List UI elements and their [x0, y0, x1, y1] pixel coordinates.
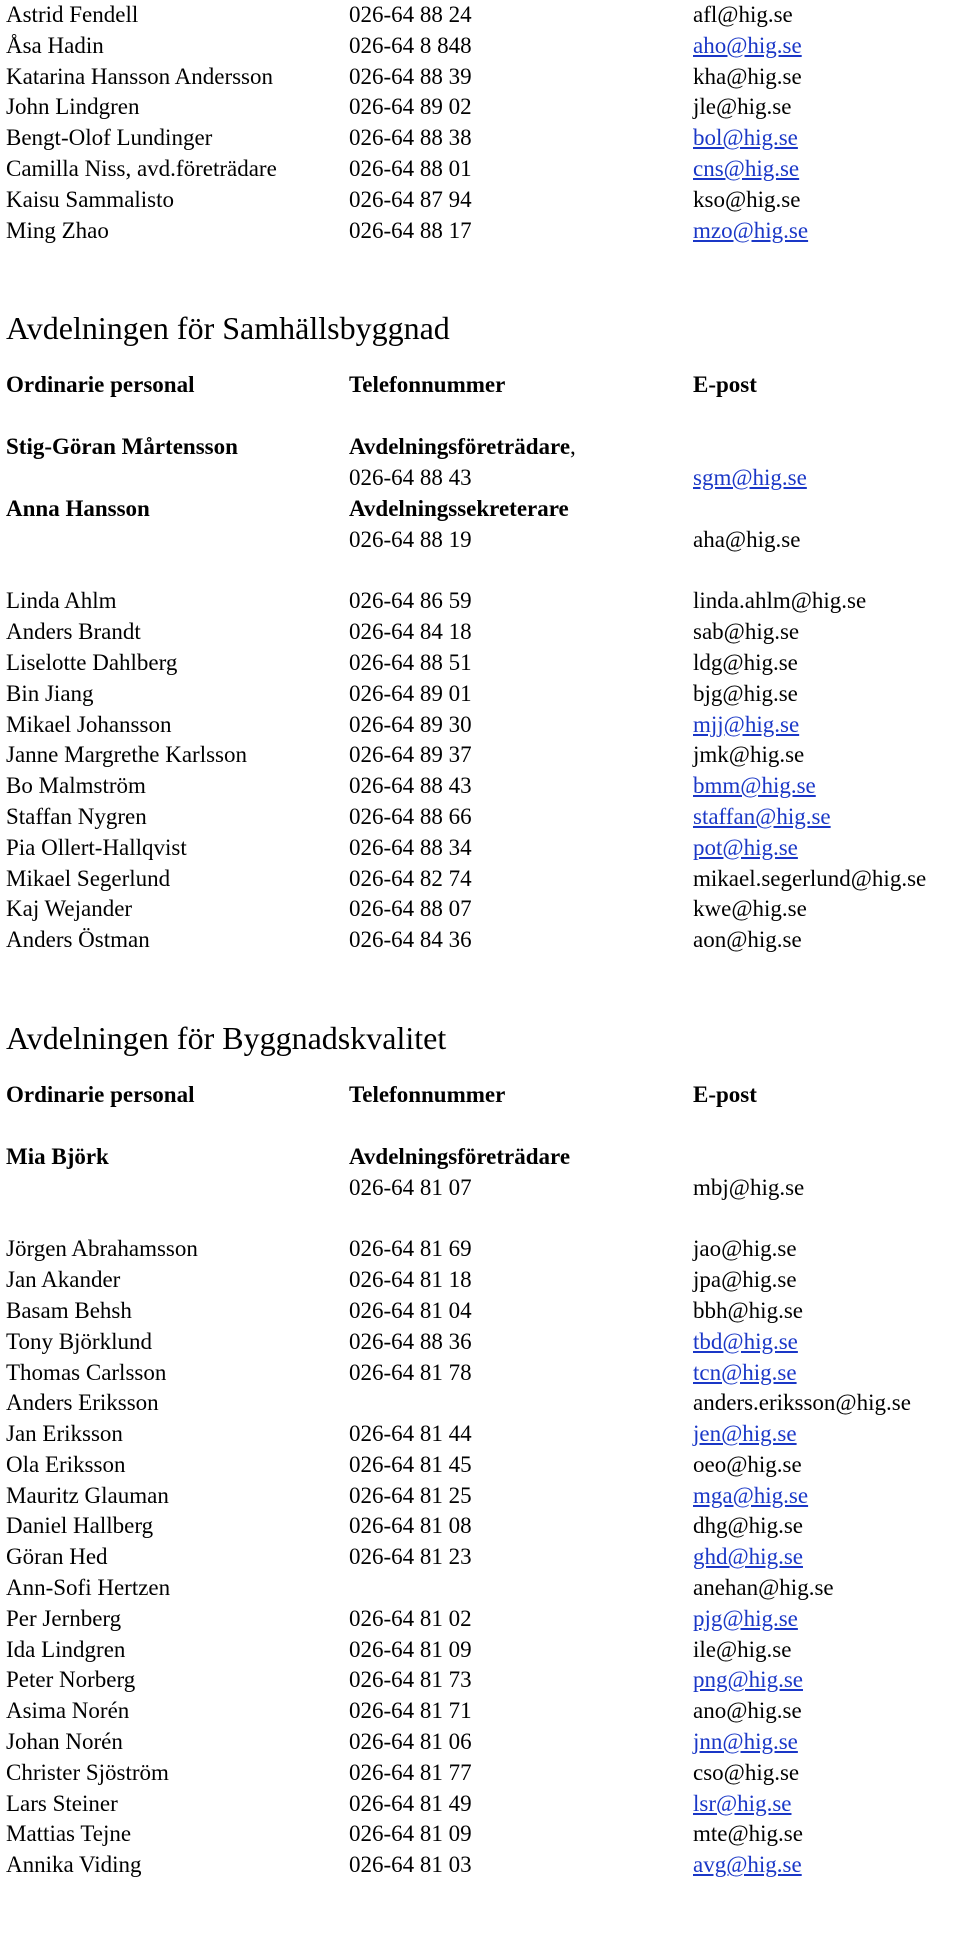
document-page	[6, 0, 956, 1881]
staff-row	[6, 1850, 956, 1881]
staff-phone: 026-64 81 78	[349, 1359, 472, 1385]
staff-name: Göran Hed	[6, 1544, 108, 1570]
staff-name: Ola Eriksson	[6, 1451, 126, 1477]
staff-row	[6, 1265, 956, 1296]
staff-name: Staffan Nygren	[6, 803, 147, 829]
staff-name: Astrid Fendell	[6, 2, 139, 27]
staff-name: Tony Björklund	[6, 1328, 152, 1354]
leader-phone: 026-64 88 19	[349, 526, 472, 552]
staff-row	[6, 1419, 956, 1450]
section-samhallsbyggnad	[6, 308, 956, 956]
staff-row	[6, 92, 956, 123]
email-text: kso@hig.se	[693, 186, 801, 212]
staff-name: Janne Margrethe Karlsson	[6, 742, 248, 768]
staff-name: Jörgen Abrahamsson	[6, 1236, 198, 1262]
staff-name: Pia Ollert-Hallqvist	[6, 834, 187, 860]
leader-list	[6, 432, 956, 555]
staff-phone: 026-64 88 38	[349, 125, 472, 151]
staff-phone: 026-64 88 51	[349, 649, 472, 675]
column-header-row	[6, 1080, 956, 1111]
staff-row	[6, 216, 956, 247]
staff-phone: 026-64 81 45	[349, 1451, 472, 1477]
email-text: dhg@hig.se	[693, 1513, 803, 1539]
staff-name: Johan Norén	[6, 1729, 123, 1755]
email-link[interactable]: mga@hig.se	[693, 1482, 809, 1508]
email-link[interactable]: mjj@hig.se	[693, 711, 800, 737]
staff-phone: 026-64 88 43	[349, 773, 472, 799]
top-staff-list	[6, 0, 956, 246]
staff-phone: 026-64 81 23	[349, 1544, 472, 1570]
email-text: linda.ahlm@hig.se	[693, 588, 867, 614]
staff-row	[6, 802, 956, 833]
staff-phone: 026-64 88 66	[349, 803, 472, 829]
staff-row	[6, 1635, 956, 1666]
staff-row	[6, 1327, 956, 1358]
email-text: anehan@hig.se	[693, 1575, 834, 1601]
staff-phone: 026-64 81 03	[349, 1852, 472, 1878]
email-link[interactable]: jen@hig.se	[693, 1421, 797, 1447]
staff-row	[6, 1542, 956, 1573]
email-link[interactable]: ghd@hig.se	[693, 1544, 803, 1570]
email-link[interactable]: tcn@hig.se	[693, 1359, 797, 1385]
spacer	[6, 1203, 956, 1234]
staff-name: Ann-Sofi Hertzen	[6, 1575, 171, 1601]
leader-row	[6, 432, 956, 463]
leader-row	[6, 494, 956, 525]
staff-row	[6, 1388, 956, 1419]
staff-phone: 026-64 81 06	[349, 1729, 472, 1755]
email-link[interactable]: png@hig.se	[693, 1667, 803, 1693]
leader-contact-row	[6, 1173, 956, 1204]
staff-row	[6, 894, 956, 925]
email-link[interactable]: mzo@hig.se	[693, 217, 809, 243]
staff-phone: 026-64 81 25	[349, 1482, 472, 1508]
email-text: afl@hig.se	[693, 2, 793, 27]
staff-row	[6, 833, 956, 864]
staff-phone: 026-64 81 49	[349, 1790, 472, 1816]
staff-phone: 026-64 89 30	[349, 711, 472, 737]
staff-phone: 026-64 88 24	[349, 2, 472, 27]
leader-row	[6, 1142, 956, 1173]
staff-name: Lars Steiner	[6, 1790, 118, 1816]
staff-name: Thomas Carlsson	[6, 1359, 167, 1385]
email-text: jle@hig.se	[693, 94, 792, 120]
staff-name: Christer Sjöström	[6, 1759, 169, 1785]
staff-row	[6, 648, 956, 679]
email-text: mikael.segerlund@hig.se	[693, 865, 927, 891]
leader-role	[349, 494, 569, 525]
staff-name: Per Jernberg	[6, 1605, 122, 1631]
staff-name: Kaj Wejander	[6, 896, 133, 922]
leader-name: Anna Hansson	[6, 495, 150, 521]
staff-phone: 026-64 88 07	[349, 896, 472, 922]
staff-name: Anders Brandt	[6, 619, 141, 645]
leader-phone: 026-64 81 07	[349, 1174, 472, 1200]
leader-list	[6, 1142, 956, 1204]
staff-list	[6, 586, 956, 956]
column-header-personnel: Ordinarie personal	[6, 372, 195, 398]
staff-row	[6, 1696, 956, 1727]
staff-name: Bin Jiang	[6, 680, 94, 706]
email-text: kwe@hig.se	[693, 896, 807, 922]
spacer	[6, 1111, 956, 1142]
staff-phone: 026-64 81 18	[349, 1267, 472, 1293]
leader-role-suffix: ,	[570, 434, 576, 460]
staff-row	[6, 617, 956, 648]
staff-name: Mikael Segerlund	[6, 865, 171, 891]
leader-contact-row	[6, 463, 956, 494]
staff-name: Basam Behsh	[6, 1297, 132, 1323]
staff-row	[6, 1296, 956, 1327]
staff-phone: 026-64 81 69	[349, 1236, 472, 1262]
staff-name: Anders Eriksson	[6, 1390, 159, 1416]
spacer	[6, 401, 956, 432]
leader-contact-row	[6, 525, 956, 556]
email-text: ldg@hig.se	[693, 649, 798, 675]
staff-row	[6, 1665, 956, 1696]
staff-name: Mauritz Glauman	[6, 1482, 169, 1508]
spacer	[6, 348, 956, 370]
staff-row	[6, 1789, 956, 1820]
staff-phone: 026-64 81 73	[349, 1667, 472, 1693]
email-link[interactable]: staffan@hig.se	[693, 803, 831, 829]
email-link[interactable]: aho@hig.se	[693, 32, 802, 58]
email-text: mbj@hig.se	[693, 1174, 805, 1200]
email-link[interactable]: bol@hig.se	[693, 125, 798, 151]
staff-row	[6, 1819, 956, 1850]
email-text: aha@hig.se	[693, 526, 801, 552]
staff-phone: 026-64 89 37	[349, 742, 472, 768]
staff-name: Bengt-Olof Lundinger	[6, 125, 213, 151]
section-byggnadskvalitet	[6, 1018, 956, 1881]
staff-name: Mikael Johansson	[6, 711, 172, 737]
staff-name: Linda Ahlm	[6, 588, 117, 614]
email-link[interactable]: sgm@hig.se	[693, 464, 807, 490]
email-link[interactable]: avg@hig.se	[693, 1852, 802, 1878]
email-link[interactable]: bmm@hig.se	[693, 773, 816, 799]
staff-phone: 026-64 81 44	[349, 1421, 472, 1447]
email-text: jpa@hig.se	[693, 1267, 797, 1293]
section-title: Avdelningen för Byggnadskvalitet	[6, 1019, 447, 1056]
email-text: ile@hig.se	[693, 1636, 792, 1662]
email-link[interactable]: tbd@hig.se	[693, 1328, 798, 1354]
leader-role-title: Avdelningssekreterare	[349, 495, 569, 521]
email-text: mte@hig.se	[693, 1821, 803, 1847]
staff-name: Bo Malmström	[6, 773, 146, 799]
spacer	[6, 1058, 956, 1080]
staff-name: Anders Östman	[6, 927, 150, 953]
email-link[interactable]: pot@hig.se	[693, 834, 798, 860]
staff-phone: 026-64 81 09	[349, 1636, 472, 1662]
staff-row	[6, 710, 956, 741]
staff-row	[6, 864, 956, 895]
staff-name: Mattias Tejne	[6, 1821, 132, 1847]
column-header-personnel: Ordinarie personal	[6, 1081, 195, 1107]
leader-role	[349, 432, 576, 463]
staff-row	[6, 925, 956, 956]
staff-row	[6, 1511, 956, 1542]
leader-name: Mia Björk	[6, 1143, 109, 1169]
email-text: kha@hig.se	[693, 63, 802, 89]
staff-name: Jan Eriksson	[6, 1421, 123, 1447]
spacer	[6, 246, 956, 308]
staff-row	[6, 31, 956, 62]
staff-row	[6, 1758, 956, 1789]
email-text: sab@hig.se	[693, 619, 800, 645]
staff-row	[6, 1481, 956, 1512]
staff-phone: 026-64 84 18	[349, 619, 472, 645]
leader-role-title: Avdelningsföreträdare	[349, 1143, 571, 1169]
leader-role	[349, 1142, 570, 1173]
email-link[interactable]: jnn@hig.se	[693, 1729, 798, 1755]
column-header-phone: Telefonnummer	[349, 1081, 506, 1107]
staff-phone: 026-64 81 08	[349, 1513, 472, 1539]
staff-row	[6, 1234, 956, 1265]
email-text: oeo@hig.se	[693, 1451, 802, 1477]
spacer	[6, 555, 956, 586]
email-text: anders.eriksson@hig.se	[693, 1390, 911, 1416]
email-text: bjg@hig.se	[693, 680, 798, 706]
leader-role-title: Avdelningsföreträdare	[349, 434, 571, 460]
leader-name: Stig-Göran Mårtensson	[6, 434, 238, 460]
staff-phone: 026-64 86 59	[349, 588, 472, 614]
column-header-email: E-post	[693, 372, 757, 398]
staff-phone: 026-64 82 74	[349, 865, 472, 891]
staff-row	[6, 586, 956, 617]
staff-row	[6, 0, 956, 31]
staff-name: Peter Norberg	[6, 1667, 136, 1693]
staff-phone: 026-64 84 36	[349, 927, 472, 953]
email-text: ano@hig.se	[693, 1698, 802, 1724]
staff-row	[6, 154, 956, 185]
staff-name: Katarina Hansson Andersson	[6, 63, 274, 89]
staff-phone: 026-64 81 09	[349, 1821, 472, 1847]
section-title: Avdelningen för Samhällsbyggnad	[6, 310, 450, 347]
column-header-row	[6, 370, 956, 401]
staff-phone: 026-64 87 94	[349, 186, 472, 212]
email-text: bbh@hig.se	[693, 1297, 803, 1323]
email-link[interactable]: lsr@hig.se	[693, 1790, 792, 1816]
staff-phone: 026-64 81 77	[349, 1759, 472, 1785]
staff-phone: 026-64 88 39	[349, 63, 472, 89]
email-text: cso@hig.se	[693, 1759, 800, 1785]
staff-phone: 026-64 88 34	[349, 834, 472, 860]
staff-name: Ida Lindgren	[6, 1636, 126, 1662]
spacer	[6, 956, 956, 1018]
staff-row	[6, 1358, 956, 1389]
staff-name: Asima Norén	[6, 1698, 130, 1724]
staff-name: Ming Zhao	[6, 217, 109, 243]
staff-phone: 026-64 88 01	[349, 155, 472, 181]
staff-phone: 026-64 81 71	[349, 1698, 472, 1724]
staff-phone: 026-64 81 02	[349, 1605, 472, 1631]
column-header-email: E-post	[693, 1081, 757, 1107]
staff-phone: 026-64 81 04	[349, 1297, 472, 1323]
email-link[interactable]: cns@hig.se	[693, 155, 800, 181]
staff-phone: 026-64 88 17	[349, 217, 472, 243]
staff-name: Jan Akander	[6, 1267, 121, 1293]
staff-row	[6, 1450, 956, 1481]
email-text: jao@hig.se	[693, 1236, 797, 1262]
staff-row	[6, 185, 956, 216]
staff-row	[6, 1573, 956, 1604]
staff-name: John Lindgren	[6, 94, 140, 120]
staff-name: Daniel Hallberg	[6, 1513, 154, 1539]
staff-row	[6, 679, 956, 710]
staff-list	[6, 1234, 956, 1881]
staff-row	[6, 62, 956, 93]
staff-row	[6, 771, 956, 802]
staff-row	[6, 740, 956, 771]
staff-phone: 026-64 89 01	[349, 680, 472, 706]
staff-name: Annika Viding	[6, 1852, 142, 1878]
column-header-phone: Telefonnummer	[349, 372, 506, 398]
staff-name: Liselotte Dahlberg	[6, 649, 178, 675]
email-link[interactable]: pjg@hig.se	[693, 1605, 798, 1631]
staff-row	[6, 1727, 956, 1758]
leader-phone: 026-64 88 43	[349, 464, 472, 490]
staff-phone: 026-64 8 848	[349, 32, 472, 58]
email-text: aon@hig.se	[693, 927, 802, 953]
staff-row	[6, 123, 956, 154]
email-text: jmk@hig.se	[693, 742, 805, 768]
staff-row	[6, 1604, 956, 1635]
staff-phone: 026-64 88 36	[349, 1328, 472, 1354]
staff-name: Camilla Niss, avd.företrädare	[6, 155, 277, 181]
staff-name: Kaisu Sammalisto	[6, 186, 175, 212]
staff-phone: 026-64 89 02	[349, 94, 472, 120]
staff-name: Åsa Hadin	[6, 32, 104, 58]
